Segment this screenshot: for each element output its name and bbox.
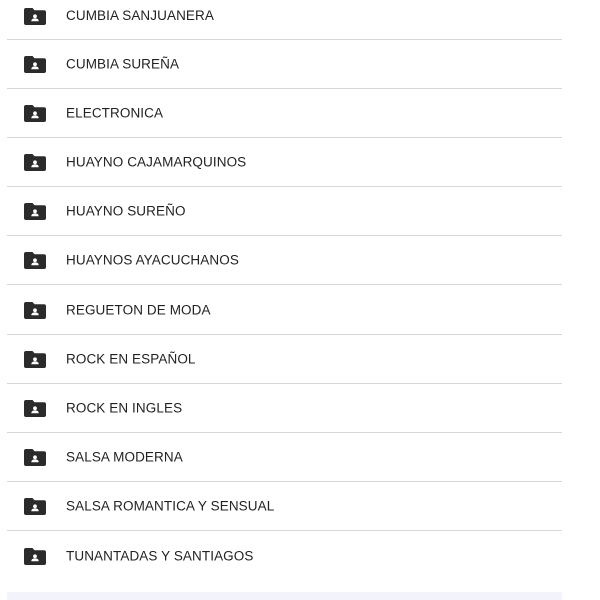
folder-row[interactable] — [7, 482, 562, 531]
shared-folder-icon — [24, 302, 46, 319]
folder-row[interactable] — [7, 40, 562, 89]
folder-label: REGUETON DE MODA — [66, 302, 211, 318]
shared-folder-icon — [24, 449, 46, 466]
folder-row[interactable] — [7, 285, 562, 334]
shared-folder-icon — [24, 351, 46, 368]
folder-row[interactable] — [7, 0, 562, 40]
shared-folder-icon — [24, 252, 46, 269]
folder-label: SALSA ROMANTICA Y SENSUAL — [66, 498, 275, 514]
folder-row[interactable] — [7, 187, 562, 236]
folder-label: SALSA MODERNA — [66, 449, 183, 465]
shared-folder-icon — [24, 105, 46, 122]
folder-label: HUAYNOS AYACUCHANOS — [66, 252, 239, 268]
folder-label: HUAYNO SUREÑO — [66, 203, 186, 219]
folder-list — [7, 0, 562, 600]
folder-row[interactable] — [7, 89, 562, 138]
shared-folder-icon — [24, 8, 46, 25]
folder-row[interactable] — [7, 138, 562, 187]
shared-folder-icon — [24, 548, 46, 565]
shared-folder-icon — [24, 400, 46, 417]
list-footer-band — [7, 592, 562, 600]
folder-label: CUMBIA SUREÑA — [66, 56, 180, 72]
folder-row[interactable] — [7, 433, 562, 482]
shared-folder-icon — [24, 154, 46, 171]
folder-label: CUMBIA SANJUANERA — [66, 8, 214, 23]
folder-row[interactable] — [7, 236, 562, 285]
folder-label: TUNANTADAS Y SANTIAGOS — [66, 548, 254, 564]
shared-folder-icon — [24, 56, 46, 73]
shared-folder-icon — [24, 498, 46, 515]
folder-row[interactable] — [7, 531, 562, 580]
folder-label: ELECTRONICA — [66, 105, 164, 121]
shared-folder-icon — [24, 203, 46, 220]
folder-row[interactable] — [7, 335, 562, 384]
folder-row[interactable] — [7, 384, 562, 433]
folder-label: ROCK EN INGLES — [66, 400, 183, 416]
folder-label: HUAYNO CAJAMARQUINOS — [66, 154, 247, 170]
folder-label: ROCK EN ESPAÑOL — [66, 351, 196, 367]
